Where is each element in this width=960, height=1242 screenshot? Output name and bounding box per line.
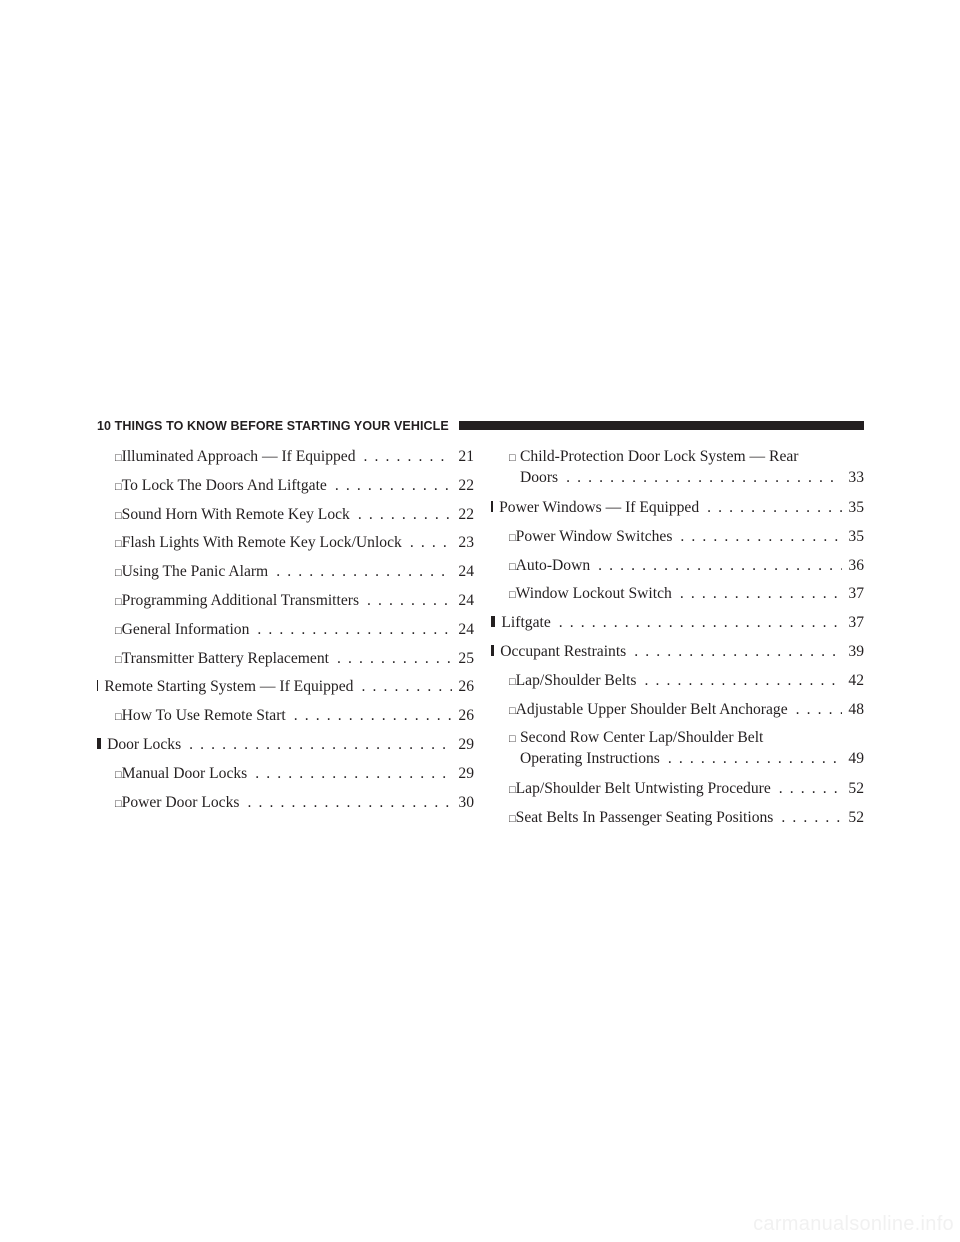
toc-entry-label: Manual Door Locks: [121, 764, 248, 782]
toc-page-number: 42: [848, 671, 864, 689]
toc-entry-label: Second Row Center Lap/Shoulder Belt: [520, 729, 764, 747]
toc-page-number: 39: [848, 642, 864, 660]
hollow-square-bullet-icon: □: [509, 813, 516, 826]
toc-page-number: 21: [458, 448, 474, 465]
toc-entry-label: General Information: [121, 620, 250, 638]
toc-entry-line: [491, 728, 864, 748]
toc-entry-line: [97, 789, 474, 818]
toc-leader-dots: [247, 789, 452, 818]
toc-right-column: [491, 443, 864, 833]
toc-entry-line: [491, 467, 864, 489]
toc-entry[interactable]: [491, 447, 864, 489]
toc-entry-line: [491, 748, 864, 770]
toc-entry[interactable]: [491, 638, 864, 667]
toc-entry-line: [491, 804, 864, 833]
toc-entry[interactable]: [97, 673, 474, 702]
hollow-square-bullet-icon: □: [115, 509, 122, 522]
toc-leader-dots: [189, 731, 452, 760]
toc-entry-label: Auto-Down: [515, 556, 591, 574]
toc-page-number: 26: [458, 707, 474, 725]
toc-left-column: [97, 443, 474, 817]
toc-leader-dots: [566, 467, 842, 489]
toc-entry-line: [491, 775, 864, 804]
toc-entry-label: Flash Lights With Remote Key Lock/Unlock: [121, 534, 402, 552]
toc-leader-dots: [257, 616, 452, 645]
solid-square-bullet-icon: [491, 501, 493, 512]
toc-leader-dots: [796, 696, 842, 725]
solid-square-bullet-icon: [491, 645, 494, 656]
toc-entry-label: Adjustable Upper Shoulder Belt Anchorage: [515, 700, 788, 718]
toc-entry[interactable]: [491, 494, 864, 523]
page-header: [97, 417, 864, 435]
toc-entry-line: [491, 552, 864, 581]
hollow-square-bullet-icon: □: [509, 675, 516, 688]
toc-page-number: 22: [458, 476, 474, 494]
toc-entry[interactable]: [491, 804, 864, 833]
toc-entry[interactable]: [97, 558, 474, 587]
toc-entry-label: Window Lockout Switch: [515, 585, 672, 603]
hollow-square-bullet-icon: □: [115, 711, 122, 724]
toc-page-number: 33: [848, 469, 864, 486]
toc-entry[interactable]: [97, 587, 474, 616]
toc-entry-label: Transmitter Battery Replacement: [121, 649, 329, 667]
toc-entry-label: Lap/Shoulder Belt Untwisting Procedure: [515, 780, 771, 798]
toc-entry[interactable]: [97, 760, 474, 789]
toc-entry-label: Occupant Restraints: [500, 642, 627, 660]
toc-leader-dots: [598, 552, 842, 581]
toc-entry-label-continued: Operating Instructions: [520, 750, 660, 768]
hollow-square-bullet-icon: □: [509, 733, 516, 746]
toc-page-number: 29: [458, 735, 474, 753]
toc-entry[interactable]: [97, 645, 474, 674]
toc-entry[interactable]: [491, 580, 864, 609]
solid-square-bullet-icon: [491, 616, 495, 627]
toc-entry-line: [97, 673, 474, 702]
toc-entry-label: Door Locks: [107, 735, 182, 753]
toc-page-number: 52: [848, 780, 864, 798]
toc-entry[interactable]: [491, 728, 864, 770]
toc-leader-dots: [367, 587, 452, 616]
watermark: carmanualsonline.info: [753, 1213, 954, 1235]
toc-leader-dots: [707, 494, 842, 523]
hollow-square-bullet-icon: □: [509, 784, 516, 797]
toc-entry-line: [97, 587, 474, 616]
toc-leader-dots: [634, 638, 842, 667]
toc-entry-line: [491, 523, 864, 552]
toc-entry-line: [97, 558, 474, 587]
toc-entry-line: [97, 760, 474, 789]
toc-entry-label: Seat Belts In Passenger Seating Positions: [515, 809, 774, 827]
toc-page-number: 49: [848, 750, 864, 768]
toc-entry[interactable]: [97, 472, 474, 501]
toc-entry-line: [97, 731, 474, 760]
toc-entry-label: Liftgate: [501, 614, 551, 632]
toc-leader-dots: [680, 523, 842, 552]
toc-entry[interactable]: [97, 702, 474, 731]
toc-entry-label: Remote Starting System — If Equipped: [104, 678, 354, 696]
toc-entry-label: Child-Protection Door Lock System — Rear: [520, 448, 799, 465]
toc-page-number: 25: [458, 649, 474, 667]
toc-leader-dots: [255, 760, 452, 789]
solid-square-bullet-icon: [97, 680, 98, 691]
toc-leader-dots: [668, 748, 842, 770]
toc-entry-line: [97, 616, 474, 645]
toc-page-number: 24: [458, 591, 474, 609]
hollow-square-bullet-icon: □: [115, 538, 122, 551]
toc-entry[interactable]: [491, 552, 864, 581]
toc-entry-line: [97, 501, 474, 530]
hollow-square-bullet-icon: □: [115, 567, 122, 580]
toc-page-number: 35: [848, 527, 864, 545]
toc-leader-dots: [559, 609, 842, 638]
toc-page-number: 22: [458, 505, 474, 523]
toc-page-number: 35: [848, 499, 864, 516]
toc-entry[interactable]: [97, 443, 474, 472]
hollow-square-bullet-icon: □: [115, 624, 122, 637]
toc-entry[interactable]: [97, 616, 474, 645]
toc-entry[interactable]: [97, 789, 474, 818]
toc-entry[interactable]: [97, 731, 474, 760]
toc-leader-dots: [781, 804, 842, 833]
toc-leader-dots: [680, 580, 842, 609]
toc-page-number: 24: [458, 620, 474, 638]
toc-entry-line: [491, 667, 864, 696]
toc-entry-line: [97, 529, 474, 558]
toc-page-number: 29: [458, 764, 474, 782]
solid-square-bullet-icon: [97, 738, 101, 749]
toc-leader-dots: [294, 702, 452, 731]
toc-entry[interactable]: [491, 775, 864, 804]
toc-entry[interactable]: [491, 523, 864, 552]
hollow-square-bullet-icon: □: [115, 480, 122, 493]
toc-page-number: 37: [848, 614, 864, 632]
toc-leader-dots: [337, 645, 452, 674]
toc-entry-label: Sound Horn With Remote Key Lock: [121, 505, 350, 523]
hollow-square-bullet-icon: □: [115, 595, 122, 608]
toc-entry-line: [491, 580, 864, 609]
toc-page-number: 26: [458, 678, 474, 696]
toc-entry-line: [491, 696, 864, 725]
toc-page-number: 23: [458, 534, 474, 552]
toc-leader-dots: [358, 501, 452, 530]
toc-page-number: 24: [458, 563, 474, 581]
toc-entry-line: [97, 702, 474, 731]
toc-entry-line: [491, 638, 864, 667]
toc-entry-label: Power Window Switches: [515, 527, 673, 545]
hollow-square-bullet-icon: □: [115, 452, 122, 464]
toc-leader-dots: [361, 673, 452, 702]
toc-page-number: 36: [848, 556, 864, 574]
toc-entry-label: Lap/Shoulder Belts: [515, 671, 637, 689]
toc-entry-line: [97, 472, 474, 501]
hollow-square-bullet-icon: □: [115, 653, 122, 666]
toc-page-number: 48: [848, 700, 864, 718]
hollow-square-bullet-icon: □: [115, 797, 122, 810]
toc-entry-line: [491, 447, 864, 467]
toc-entry-line: [97, 443, 474, 472]
toc-leader-dots: [364, 443, 452, 472]
toc-entry[interactable]: [97, 501, 474, 530]
toc-entry-line: [491, 609, 864, 638]
page-header-title: 10 THINGS TO KNOW BEFORE STARTING YOUR VEHICLE: [97, 417, 453, 435]
hollow-square-bullet-icon: □: [509, 531, 516, 544]
hollow-square-bullet-icon: □: [509, 589, 516, 602]
toc-leader-dots: [410, 529, 452, 558]
header-rule: [459, 421, 864, 430]
toc-page-number: 30: [458, 793, 474, 811]
toc-leader-dots: [335, 472, 452, 501]
toc-entry-label: To Lock The Doors And Liftgate: [121, 476, 327, 494]
hollow-square-bullet-icon: □: [509, 452, 516, 464]
toc-entry-label: Using The Panic Alarm: [121, 563, 269, 581]
toc-entry[interactable]: [491, 696, 864, 725]
toc-leader-dots: [645, 667, 843, 696]
hollow-square-bullet-icon: □: [509, 560, 516, 573]
toc-entry[interactable]: [491, 667, 864, 696]
hollow-square-bullet-icon: □: [509, 704, 516, 717]
hollow-square-bullet-icon: □: [115, 768, 122, 781]
toc-entry-line: [491, 494, 864, 523]
toc-entry-label: Illuminated Approach — If Equipped: [121, 448, 356, 465]
toc-leader-dots: [276, 558, 452, 587]
toc-entry-label: How To Use Remote Start: [121, 707, 286, 725]
toc-page-number: 37: [848, 585, 864, 603]
toc-entry-label: Programming Additional Transmitters: [121, 591, 360, 609]
toc-entry[interactable]: [97, 529, 474, 558]
toc-entry[interactable]: [491, 609, 864, 638]
toc-page-number: 52: [848, 809, 864, 827]
toc-leader-dots: [779, 775, 842, 804]
toc-entry-label: Power Windows — If Equipped: [499, 499, 700, 516]
toc-entry-label: Power Door Locks: [121, 793, 240, 811]
toc-entry-label-continued: Doors: [520, 469, 559, 486]
toc-entry-line: [97, 645, 474, 674]
